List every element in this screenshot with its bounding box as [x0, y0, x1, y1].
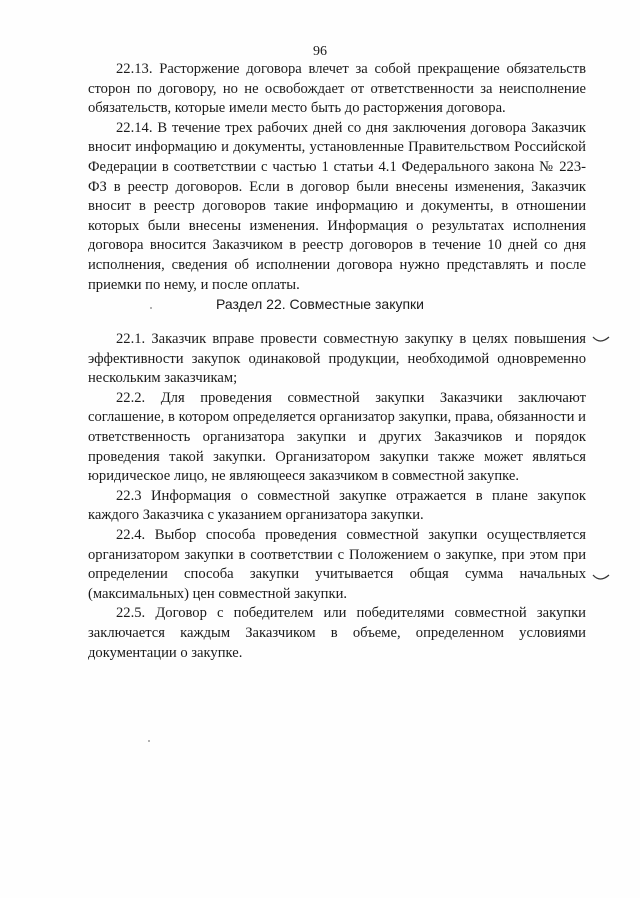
pen-check-mark-icon [592, 573, 610, 583]
paragraph-22-4: 22.4. Выбор способа проведения совместной закупки осуществляется организатором закупки в соответствии с Положением о закупке, при этом при определении способа закупки учитывается общая сумма начальных (максимальных) цен совместной закупки. [88, 526, 586, 602]
top-paragraphs [88, 60, 586, 295]
paragraph-22-14: 22.14. В течение трех рабочих дней со дня заключения договора Заказчик вносит информацию и документы, установленные Правительством Российской Федерации в соответствии с частью 1 статьи 4.1 Федерального закона № 223-ФЗ в реестр договоров. Если в договор были внесены изменения, Заказчик вносит в реестр договоров такие информацию и документы, в отношении которых были внесены изменения. Информация о результатах исполнения договора вносится Заказчиком в реестр договоров в течение 10 дней со дня исполнения, сведения об исполнении договора нужно представлять и после приемки по нему, и после оплаты. [88, 119, 586, 293]
section-paragraphs [88, 330, 586, 663]
paragraph-22-13: 22.13. Расторжение договора влечет за собой прекращение обязательств сторон по договору, но не освобождает от ответственности за неисполнение обязательств, которые имели место быть до расторжения договора. [88, 61, 586, 117]
scan-speck [148, 740, 150, 742]
pen-check-mark-icon [592, 335, 610, 345]
paragraph-22-5: 22.5. Договор с победителем или победителями совместной закупки заключается каждым Заказчиком в объеме, определенном условиями документации о закупке. [88, 605, 586, 661]
paragraph-22-2: 22.2. Для проведения совместной закупки Заказчики заключают соглашение, в котором определяется организатор закупки, права, обязанности и ответственность организатора закупки и других Заказчиков и порядок проведения такой закупки. Организатором закупки также может являться юридическое лицо, не являющееся заказчиком в совместной закупке. [88, 389, 586, 485]
page-number: 96 [313, 44, 327, 59]
paragraph-22-3: 22.3 Информация о совместной закупке отражается в плане закупок каждого Заказчика с указанием организатора закупки. [88, 487, 586, 524]
paragraph-22-1: 22.1. Заказчик вправе провести совместную закупку в целях повышения эффективности закупок одинаковой продукции, необходимой одновременно нескольким заказчикам; [88, 331, 586, 387]
section-heading: Раздел 22. Совместные закупки [216, 296, 424, 312]
